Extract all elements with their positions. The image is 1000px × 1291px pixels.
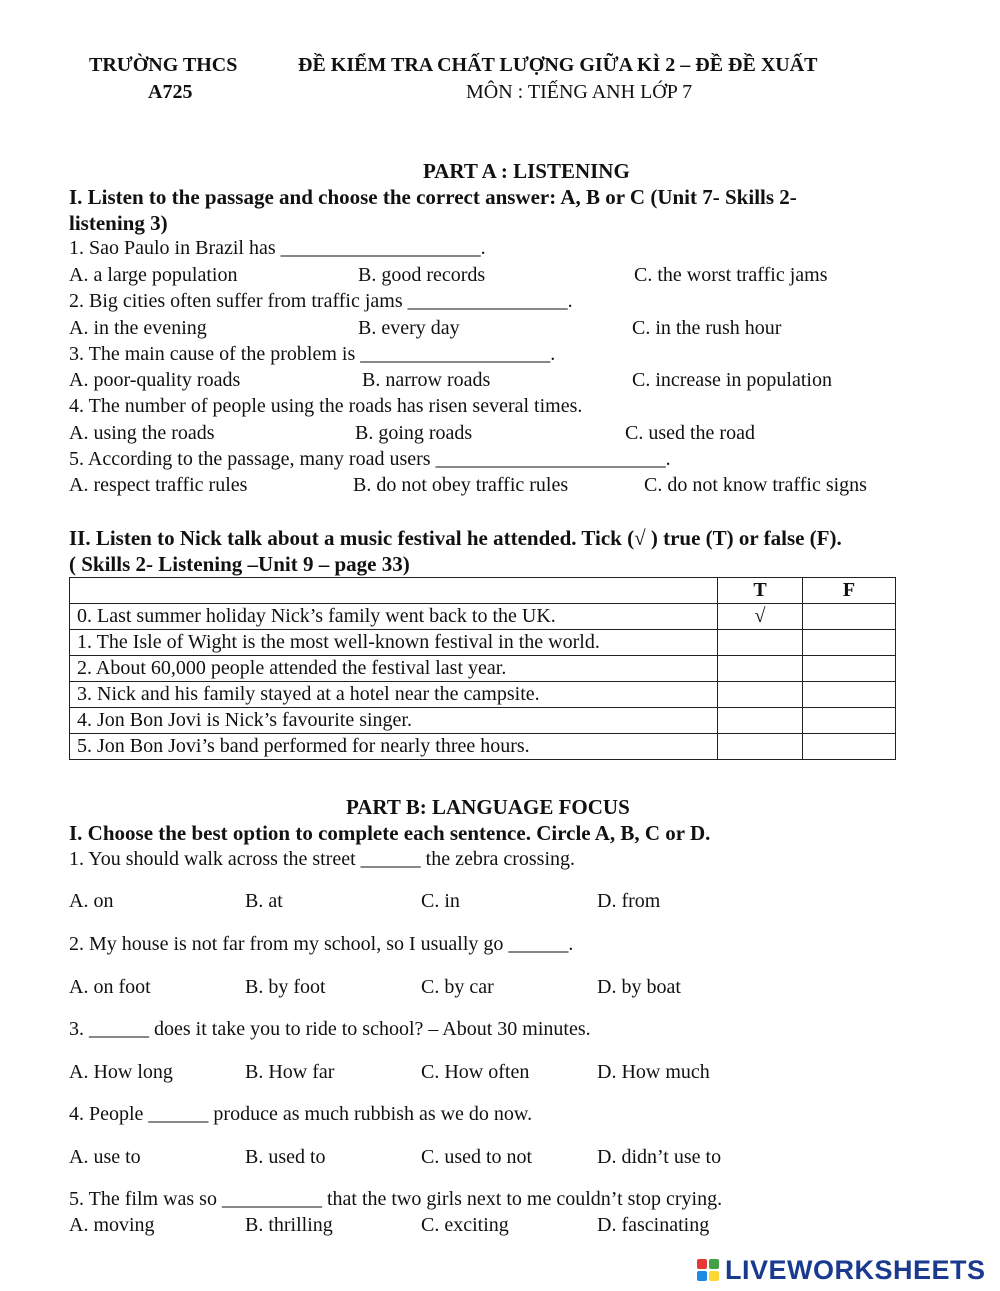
option-d[interactable]: D. How much: [597, 1061, 710, 1083]
option-c[interactable]: C. used the road: [625, 422, 755, 444]
true-false-table: [69, 577, 896, 760]
false-tick-cell[interactable]: [803, 630, 896, 656]
table-row: [70, 604, 896, 630]
statement-cell: 3. Nick and his family stayed at a hotel near the campsite.: [70, 682, 718, 708]
brand-name: LIVEWORKSHEETS: [725, 1254, 986, 1285]
option-d[interactable]: D. didn’t use to: [597, 1146, 722, 1168]
logo-square: [697, 1271, 707, 1281]
option-d[interactable]: D. fascinating: [597, 1214, 710, 1236]
school-code: A725: [148, 81, 193, 103]
logo-square: [709, 1271, 719, 1281]
false-tick-cell[interactable]: [803, 708, 896, 734]
table-row: [70, 630, 896, 656]
logo-square: [709, 1259, 719, 1269]
part-a-title: PART A : LISTENING: [423, 159, 630, 183]
column-false-header: F: [803, 578, 896, 604]
option-a[interactable]: A. use to: [69, 1146, 141, 1168]
grammar-question: 1. You should walk across the street ______ the zebra crossing.: [69, 848, 576, 870]
subject-line: MÔN : TIẾNG ANH LỚP 7: [466, 81, 693, 103]
option-c[interactable]: C. the worst traffic jams: [634, 264, 828, 286]
option-b[interactable]: B. every day: [358, 317, 460, 339]
listening-question: 2. Big cities often suffer from traffic jams ________________.: [69, 290, 573, 312]
option-a[interactable]: A. How long: [69, 1061, 173, 1083]
false-tick-cell[interactable]: [803, 682, 896, 708]
true-tick-cell[interactable]: [718, 734, 803, 760]
grammar-question: 3. ______ does it take you to ride to school? – About 30 minutes.: [69, 1018, 591, 1040]
table-header-blank: [70, 578, 718, 604]
option-c[interactable]: C. by car: [421, 976, 494, 998]
option-b[interactable]: B. by foot: [245, 976, 326, 998]
school-name: TRƯỜNG THCS: [89, 54, 238, 76]
table-row: [70, 656, 896, 682]
option-c[interactable]: C. in the rush hour: [632, 317, 782, 339]
option-b[interactable]: B. going roads: [355, 422, 473, 444]
exam-title: ĐỀ KIỂM TRA CHẤT LƯỢNG GIỮA KÌ 2 – ĐỀ ĐỀ XUẤT: [298, 54, 818, 76]
option-b[interactable]: B. How far: [245, 1061, 335, 1083]
listening-question: 1. Sao Paulo in Brazil has ____________________.: [69, 237, 486, 259]
option-c[interactable]: C. used to not: [421, 1146, 533, 1168]
listening-question: 3. The main cause of the problem is ___________________.: [69, 343, 556, 365]
table-header-row: [70, 578, 896, 604]
false-tick-cell[interactable]: [803, 656, 896, 682]
listening-question: 4. The number of people using the roads has risen several times.: [69, 395, 583, 417]
section1-instruction-cont: listening 3): [69, 211, 168, 235]
section2-instruction-cont: ( Skills 2- Listening –Unit 9 – page 33): [69, 552, 410, 576]
option-a[interactable]: A. respect traffic rules: [69, 474, 248, 496]
statement-cell: 4. Jon Bon Jovi is Nick’s favourite singer.: [70, 708, 718, 734]
liveworksheets-brand[interactable]: [697, 1255, 986, 1285]
option-a[interactable]: A. on: [69, 890, 114, 912]
table-row: [70, 708, 896, 734]
table-row: [70, 734, 896, 760]
option-b[interactable]: B. at: [245, 890, 283, 912]
false-tick-cell[interactable]: [803, 734, 896, 760]
option-a[interactable]: A. poor-quality roads: [69, 369, 241, 391]
option-b[interactable]: B. narrow roads: [362, 369, 491, 391]
statement-cell: 5. Jon Bon Jovi’s band performed for nearly three hours.: [70, 734, 718, 760]
option-a[interactable]: A. using the roads: [69, 422, 215, 444]
option-c[interactable]: C. in: [421, 890, 460, 912]
option-b[interactable]: B. used to: [245, 1146, 326, 1168]
option-c[interactable]: C. increase in population: [632, 369, 832, 391]
grammar-question: 4. People ______ produce as much rubbish as we do now.: [69, 1103, 533, 1125]
true-tick-cell[interactable]: [718, 656, 803, 682]
grammar-question: 2. My house is not far from my school, so I usually go ______.: [69, 933, 574, 955]
option-c[interactable]: C. exciting: [421, 1214, 509, 1236]
option-b[interactable]: B. thrilling: [245, 1214, 333, 1236]
grammar-question: 5. The film was so __________ that the two girls next to me couldn’t stop crying.: [69, 1188, 723, 1210]
option-c[interactable]: C. How often: [421, 1061, 530, 1083]
true-tick-cell[interactable]: [718, 708, 803, 734]
option-c[interactable]: C. do not know traffic signs: [644, 474, 867, 496]
true-tick-cell[interactable]: √: [718, 604, 803, 630]
option-d[interactable]: D. from: [597, 890, 661, 912]
true-tick-cell[interactable]: [718, 630, 803, 656]
option-a[interactable]: A. on foot: [69, 976, 151, 998]
statement-cell: 2. About 60,000 people attended the festival last year.: [70, 656, 718, 682]
option-d[interactable]: D. by boat: [597, 976, 681, 998]
option-a[interactable]: A. in the evening: [69, 317, 207, 339]
table-row: [70, 682, 896, 708]
true-tick-cell[interactable]: [718, 682, 803, 708]
part-b-instruction: I. Choose the best option to complete each sentence. Circle A, B, C or D.: [69, 821, 711, 845]
option-a[interactable]: A. moving: [69, 1214, 155, 1236]
part-b-title: PART B: LANGUAGE FOCUS: [346, 795, 630, 819]
option-b[interactable]: B. do not obey traffic rules: [353, 474, 569, 496]
column-true-header: T: [718, 578, 803, 604]
liveworksheets-logo-icon: [697, 1259, 719, 1281]
section1-instruction: I. Listen to the passage and choose the correct answer: A, B or C (Unit 7- Skills 2-: [69, 185, 797, 209]
false-tick-cell[interactable]: [803, 604, 896, 630]
statement-cell: 0. Last summer holiday Nick’s family went back to the UK.: [70, 604, 718, 630]
logo-square: [697, 1259, 707, 1269]
section2-instruction: II. Listen to Nick talk about a music festival he attended. Tick (√ ) true (T) or false (F).: [69, 526, 842, 550]
statement-cell: 1. The Isle of Wight is the most well-known festival in the world.: [70, 630, 718, 656]
option-b[interactable]: B. good records: [358, 264, 486, 286]
option-a[interactable]: A. a large population: [69, 264, 238, 286]
listening-question: 5. According to the passage, many road users _______________________.: [69, 448, 671, 470]
